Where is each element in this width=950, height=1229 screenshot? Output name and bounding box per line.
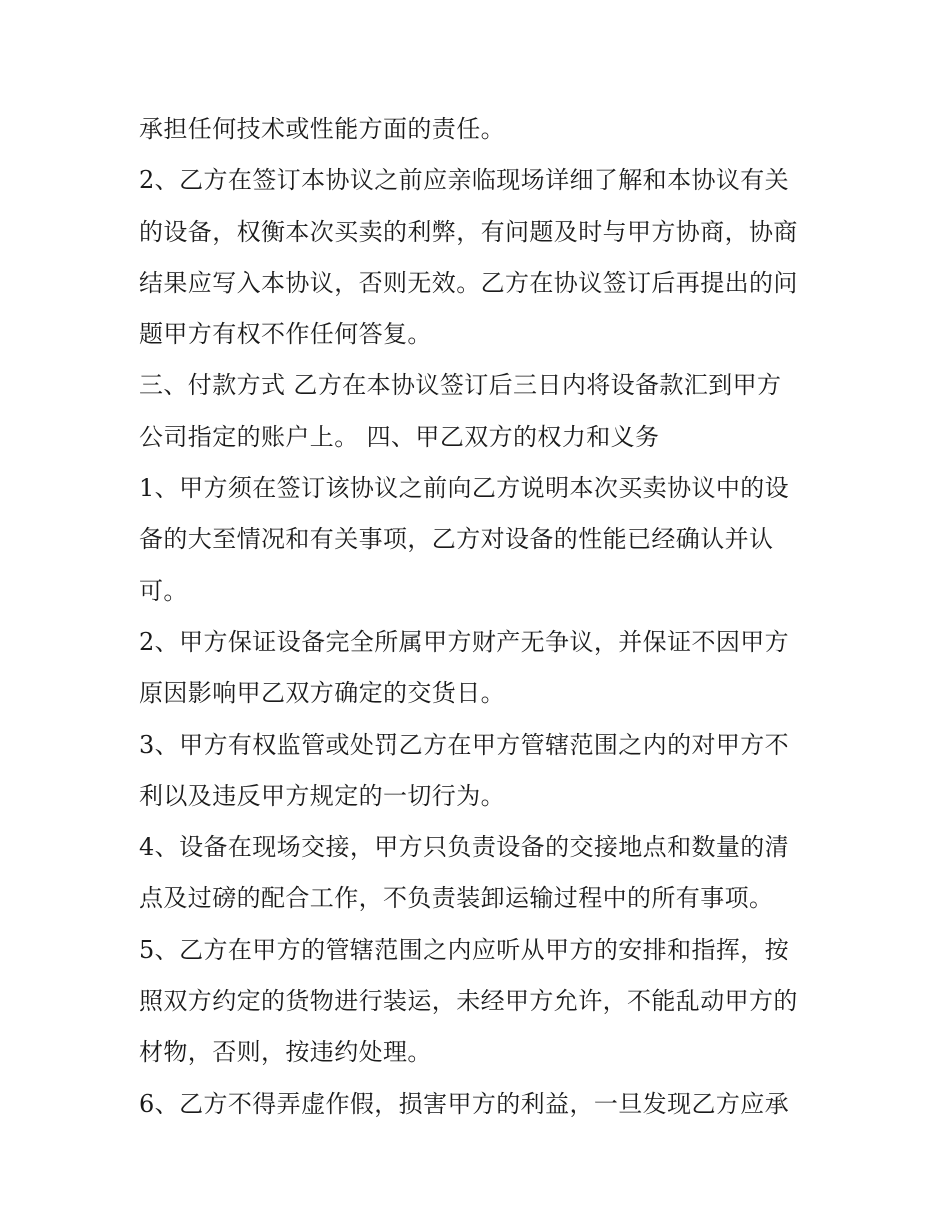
text-line: 1、甲方须在签订该协议之前向乙方说明本次买卖协议中的设 xyxy=(139,474,790,503)
text-line: 点及过磅的配合工作，不负责装卸运输过程中的所有事项。 xyxy=(139,884,774,913)
text-line: 2、甲方保证设备完全所属甲方财产无争议，并保证不因甲方 xyxy=(139,627,790,656)
text-line: 利以及违反甲方规定的一切行为。 xyxy=(139,781,505,810)
text-line: 3、甲方有权监管或处罚乙方在甲方管辖范围之内的对甲方不 xyxy=(139,730,790,759)
text-line: 备的大至情况和有关事项，乙方对设备的性能已经确认并认 xyxy=(139,525,774,554)
text-line: 三、付款方式 乙方在本协议签订后三日内将设备款汇到甲方 xyxy=(139,371,782,400)
text-line: 可。 xyxy=(139,576,188,605)
text-line: 2、乙方在签订本协议之前应亲临现场详细了解和本协议有关 xyxy=(139,166,790,195)
text-line: 结果应写入本协议，否则无效。乙方在协议签订后再提出的问 xyxy=(139,268,798,297)
document-body xyxy=(139,104,819,1130)
text-line: 题甲方有权不作任何答复。 xyxy=(139,320,432,349)
text-line: 材物，否则，按违约处理。 xyxy=(139,1038,432,1067)
text-line: 的设备，权衡本次买卖的利弊，有问题及时与甲方协商，协商 xyxy=(139,217,798,246)
text-line: 4、设备在现场交接，甲方只负责设备的交接地点和数量的清 xyxy=(139,833,790,862)
text-line: 公司指定的账户上。 四、甲乙双方的权力和义务 xyxy=(139,422,660,451)
text-line: 照双方约定的货物进行装运，未经甲方允许，不能乱动甲方的 xyxy=(139,987,798,1016)
text-line: 6、乙方不得弄虚作假，损害甲方的利益，一旦发现乙方应承 xyxy=(139,1089,790,1118)
text-line: 承担任何技术或性能方面的责任。 xyxy=(139,115,505,143)
text-line: 原因影响甲乙双方确定的交货日。 xyxy=(139,679,505,708)
text-line: 5、乙方在甲方的管辖范围之内应听从甲方的安排和指挥，按 xyxy=(139,935,790,964)
